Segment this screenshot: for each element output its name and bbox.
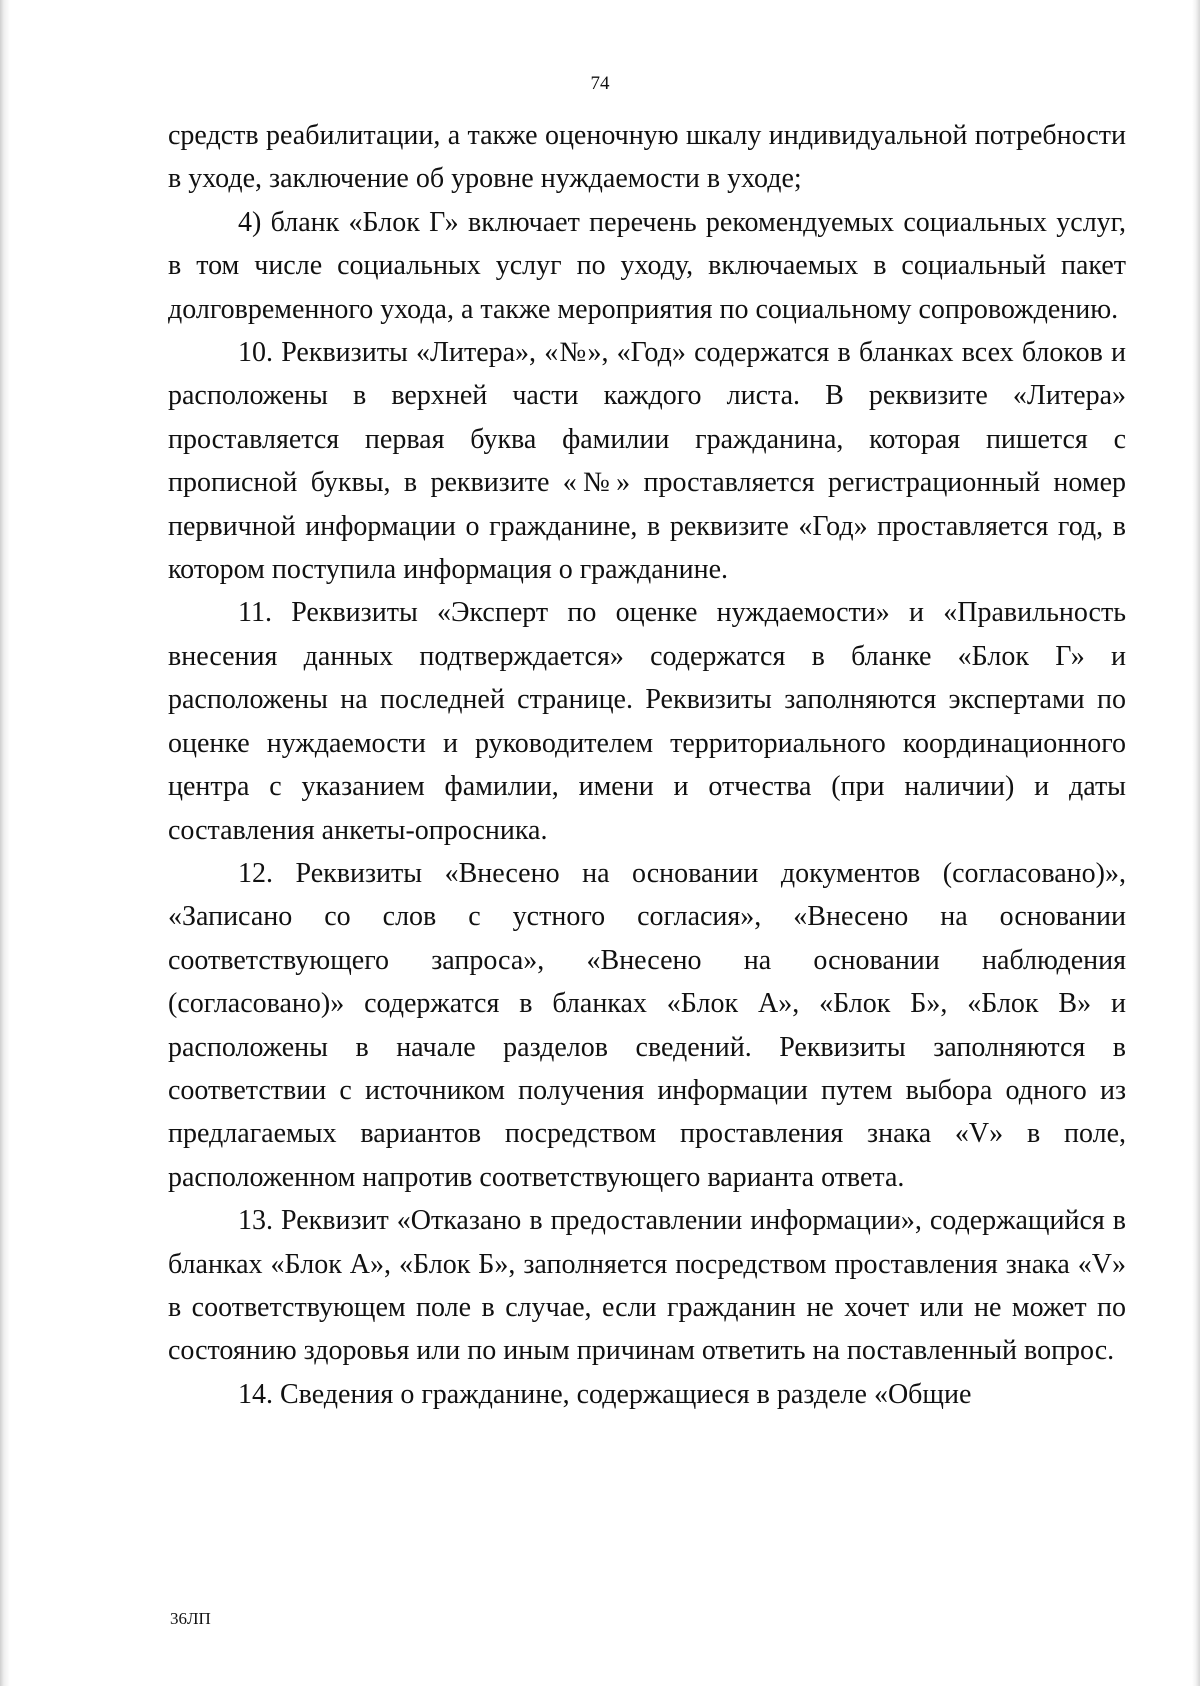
page-number: 74	[590, 73, 610, 94]
document-body	[168, 114, 1126, 1416]
paragraph-14-start: 14. Сведения о гражданине, содержащиеся в разделе «Общие	[238, 1378, 972, 1410]
paragraph-13: 13. Реквизит «Отказано в предоставлении информации», содержащийся в бланках «Блок А», «Блок Б», заполняется посредством проставления знака «V» в соответствующем поле в случае, если гражданин не хочет или не может по состоянию здоровья или по иным причинам ответить на поставленный вопрос.	[168, 1205, 1126, 1367]
paragraph-10: 10. Реквизиты «Литера», «№», «Год» содержатся в бланках всех блоков и расположены в верхней части каждого листа. В реквизите «Литера» проставляется первая буква фамилии гражданина, которая пишется с прописной буквы, в реквизите «№» проставляется регистрационный номер первичной информации о гражданине, в реквизите «Год» проставляется год, в котором поступила информация о гражданине.	[168, 337, 1126, 586]
scan-edge-right	[1192, 0, 1200, 1686]
paragraph-item-4: 4) бланк «Блок Г» включает перечень рекомендуемых социальных услуг, в том числе социальных услуг по уходу, включаемых в социальный пакет долговременного ухода, а также мероприятия по социальному сопровождению.	[168, 206, 1126, 325]
scan-edge-left	[0, 0, 10, 1686]
paragraph-12: 12. Реквизиты «Внесено на основании документов (согласовано)», «Записано со слов с устного согласия», «Внесено на основании соответствующего запроса», «Внесено на основании наблюдения (согласовано)» содержатся в бланках «Блок А», «Блок Б», «Блок В» и расположены в начале разделов сведений. Реквизиты заполняются в соответствии с источником получения информации путем выбора одного из предлагаемых вариантов посредством проставления знака «V» в поле, расположенном напротив соответствующего варианта ответа.	[168, 857, 1126, 1193]
footer-document-code: 36ЛП	[170, 1609, 211, 1628]
paragraph-continuation: средств реабилитации, а также оценочную шкалу индивидуальной потребности в уходе, заключение об уровне нуждаемости в уходе;	[168, 120, 1126, 195]
paragraph-11: 11. Реквизиты «Эксперт по оценке нуждаемости» и «Правильность внесения данных подтверждается» содержатся в бланке «Блок Г» и расположены на последней странице. Реквизиты заполняются экспертами по оценке нуждаемости и руководителем территориального координационного центра с указанием фамилии, имени и отчества (при наличии) и даты составления анкеты-опросника.	[168, 597, 1126, 846]
